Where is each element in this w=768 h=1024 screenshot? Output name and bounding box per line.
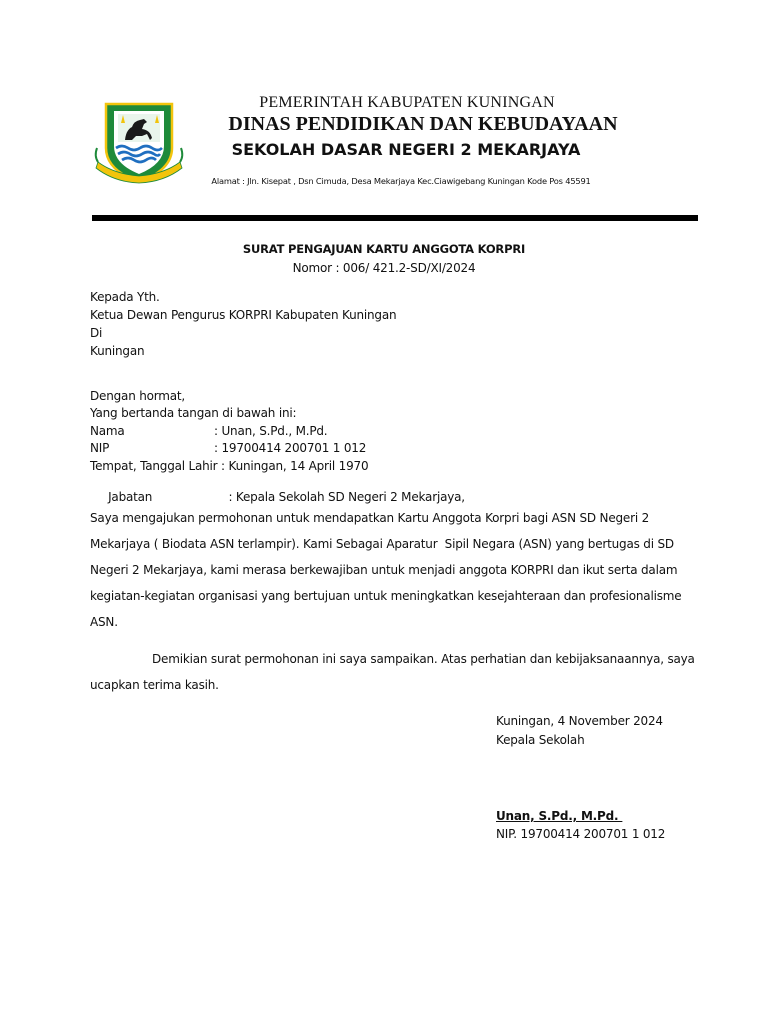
identity-value: : Kepala Sekolah SD Negeri 2 Mekarjaya,: [228, 490, 465, 504]
letter-title: SURAT PENGAJUAN KARTU ANGGOTA KORPRI: [242, 242, 526, 256]
signature-name: Unan, S.Pd., M.Pd.: [496, 809, 623, 823]
letterhead-divider: [92, 215, 698, 221]
letterhead-school: SEKOLAH DASAR NEGERI 2 MEKARJAYA: [231, 140, 581, 159]
identity-label: Jabatan: [104, 490, 153, 504]
signature-nip: NIP. 19700414 200701 1 012: [496, 827, 666, 841]
closing-line: Demikian surat permohonan ini saya sampaikan. Atas perhatian dan kebijaksanaannya, saya: [152, 652, 695, 666]
closing-paragraph: [90, 646, 695, 698]
identity-label: Tempat, Tanggal Lahir: [90, 459, 218, 473]
identity-row: [90, 459, 368, 473]
greeting: Dengan hormat,: [90, 389, 186, 403]
signature-position: Kepala Sekolah: [496, 733, 585, 747]
identity-label: Nama: [90, 424, 125, 438]
body-line: kegiatan-kegiatan organisasi yang bertujuan untuk meningkatkan kesejahteraan dan profesionalisme: [90, 589, 682, 603]
body-line: ASN.: [90, 615, 118, 629]
letterhead-agency: DINAS PENDIDIKAN DAN KEBUDAYAAN: [228, 113, 618, 135]
body-line: Saya mengajukan permohonan untuk mendapatkan Kartu Anggota Korpri bagi ASN SD Negeri 2: [90, 511, 650, 525]
recipient-line: Ketua Dewan Pengurus KORPRI Kabupaten Kuningan: [90, 308, 397, 322]
letter-number: Nomor : 006/ 421.2-SD/XI/2024: [292, 261, 476, 275]
identity-value: : Kuningan, 14 April 1970: [221, 459, 369, 473]
identity-row: [90, 424, 327, 438]
identity-label: NIP: [90, 441, 110, 455]
recipient-line: Kepada Yth.: [90, 290, 160, 304]
recipient-line: Di: [90, 326, 103, 340]
identity-row: [90, 441, 366, 455]
body-line: Negeri 2 Mekarjaya, kami merasa berkewajiban untuk menjadi anggota KORPRI dan ikut serta dalam: [90, 563, 678, 577]
identity-value: : 19700414 200701 1 012: [214, 441, 367, 455]
letterhead-government: PEMERINTAH KABUPATEN KUNINGAN: [259, 94, 555, 111]
signature-place-date: Kuningan, 4 November 2024: [496, 714, 663, 728]
body-paragraph: [90, 505, 680, 635]
closing-line: ucapkan terima kasih.: [90, 678, 219, 692]
identity-value: : Unan, S.Pd., M.Pd.: [214, 424, 328, 438]
intro-line: Yang bertanda tangan di bawah ini:: [90, 406, 297, 420]
letterhead-address: Alamat : Jln. Kisepat , Dsn Cimuda, Desa Mekarjaya Kec.Ciawigebang Kuningan Kode Pos 45591: [211, 176, 591, 186]
body-line: Mekarjaya ( Biodata ASN terlampir). Kami Sebagai Aparatur Sipil Negara (ASN) yang bertugas di SD: [90, 537, 674, 551]
recipient-line: Kuningan: [90, 344, 145, 358]
